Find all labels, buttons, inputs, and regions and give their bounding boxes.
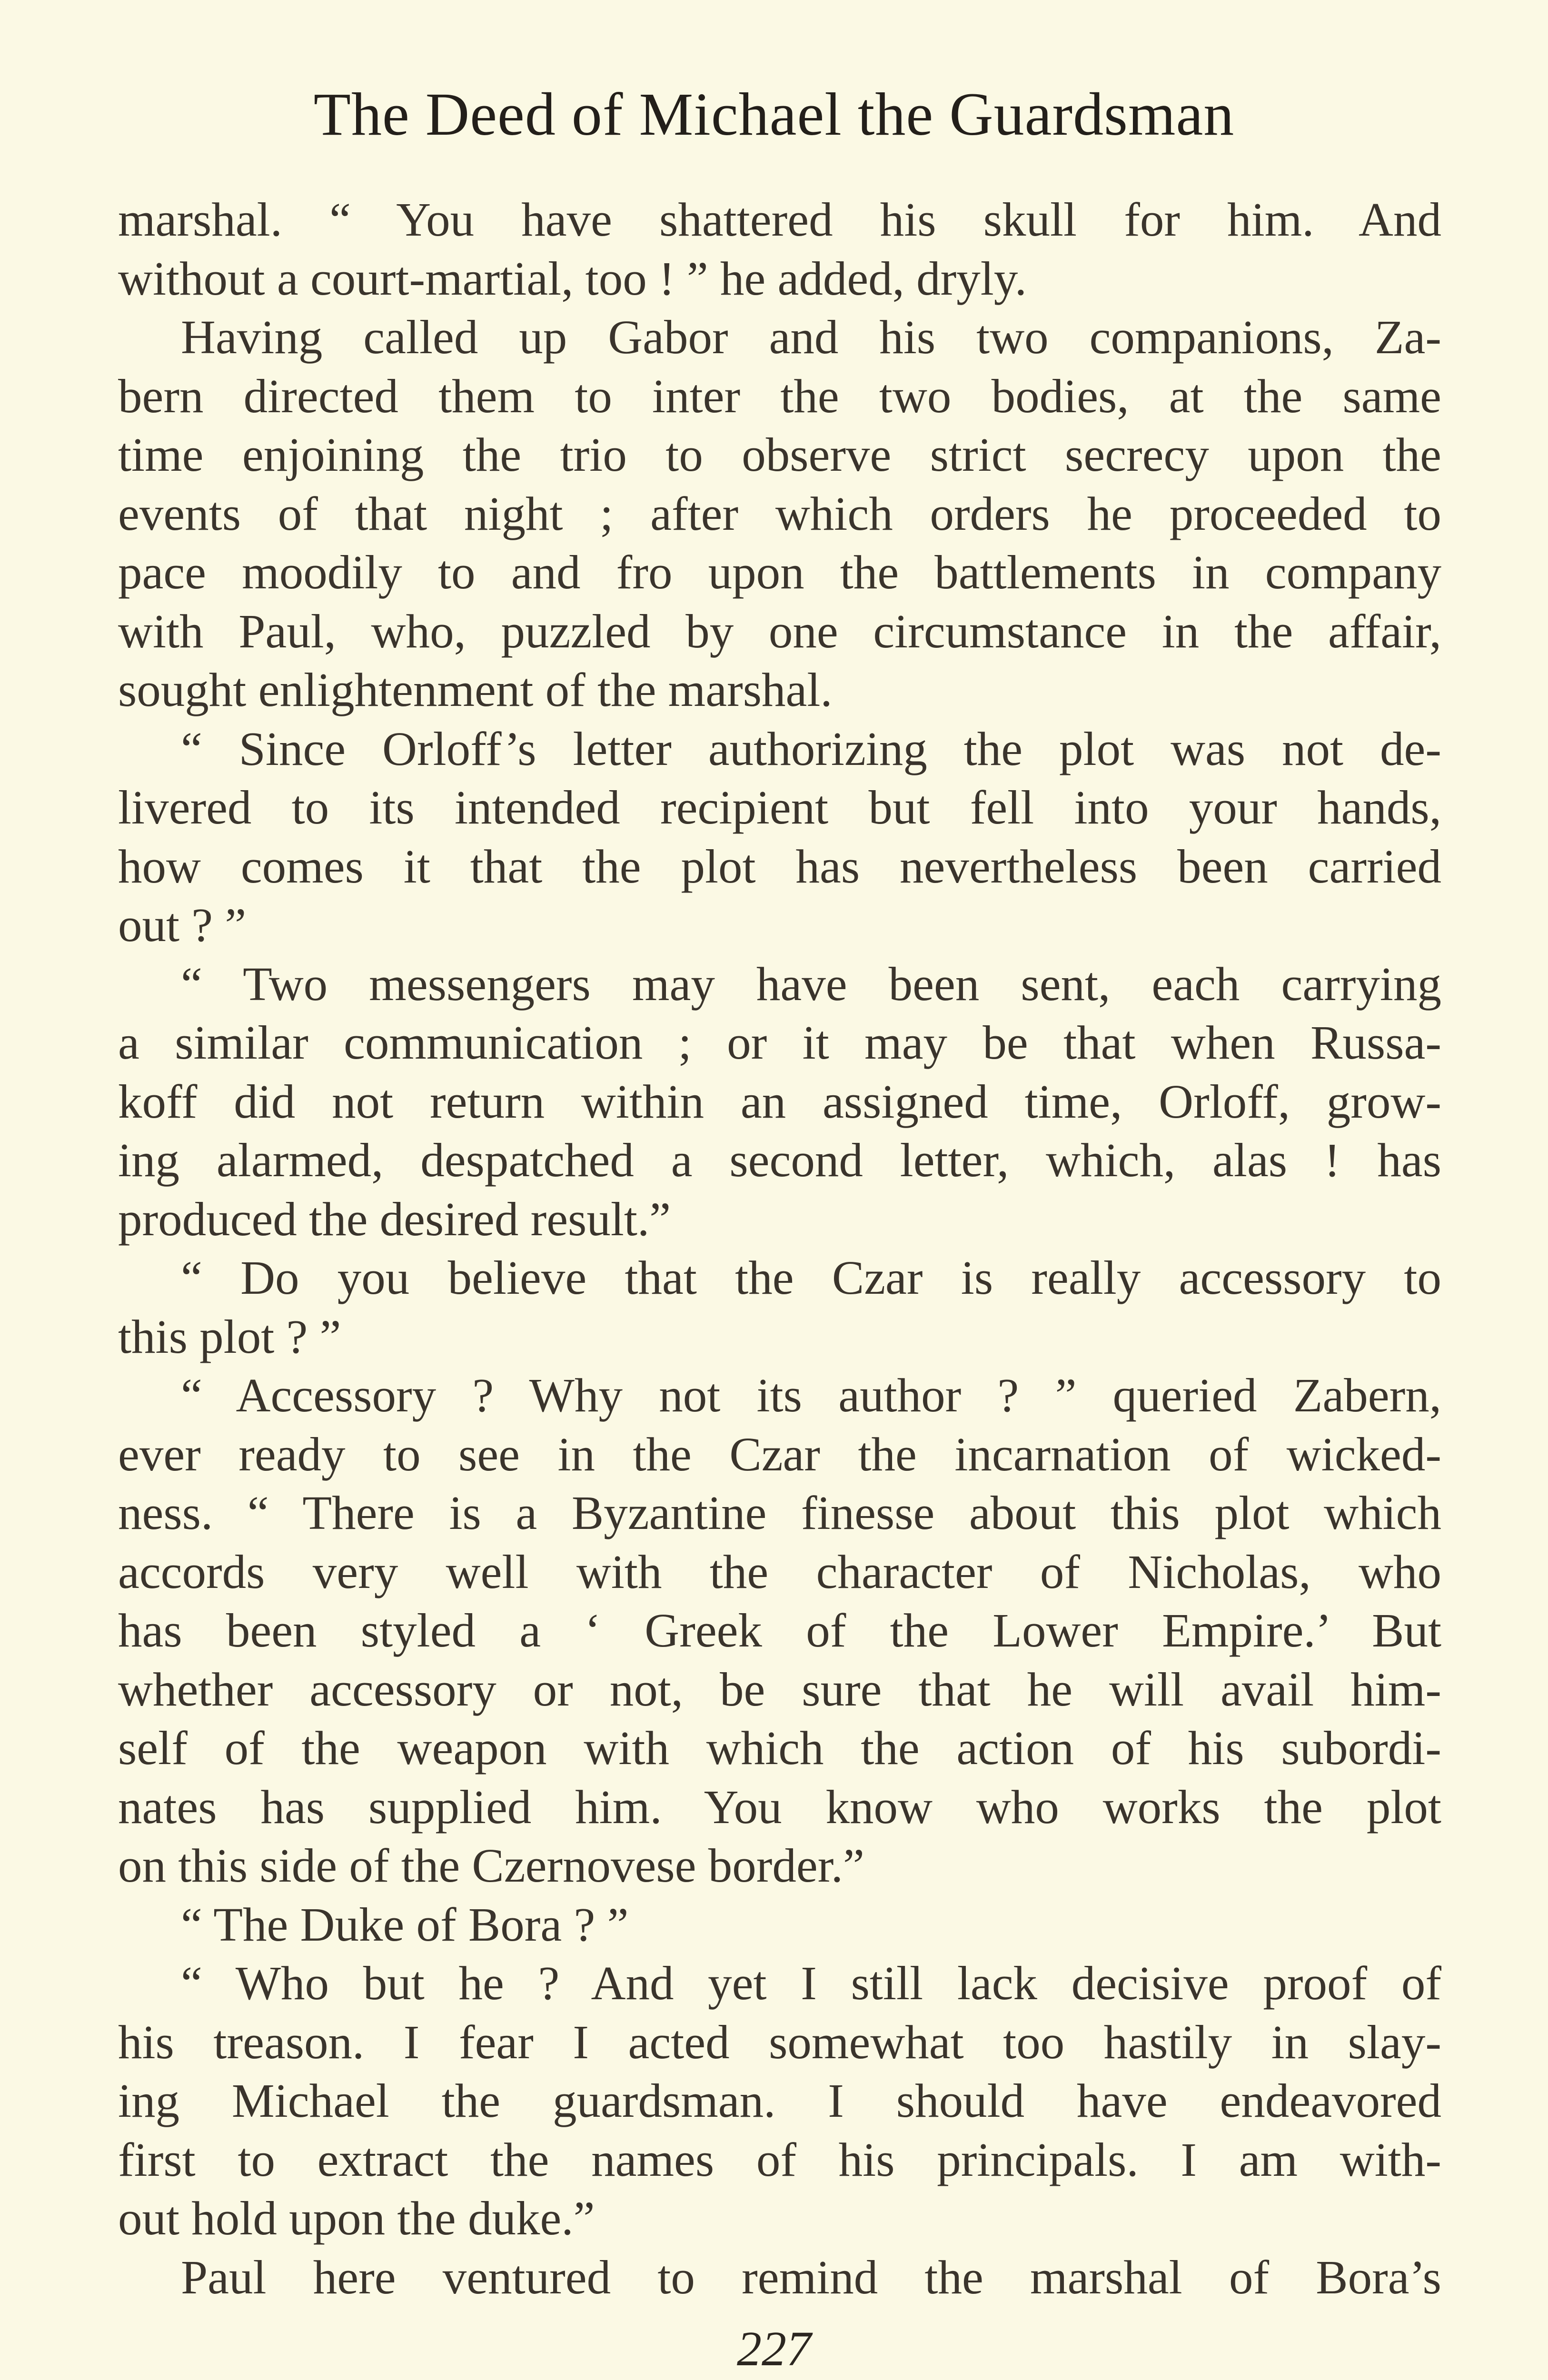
- text-line-7: pace moodily to and fro upon the battlements in company: [118, 545, 1441, 599]
- text-line-22: ever ready to see in the Czar the incarnation of wicked-: [118, 1427, 1441, 1481]
- text-line-6: events of that night ; after which orders he proceeded to: [118, 486, 1441, 540]
- text-line-16: koff did not return within an assigned time, Orloff, grow-: [118, 1074, 1441, 1128]
- text-line-12: how comes it that the plot has nevertheless been carried: [118, 839, 1441, 893]
- text-line-25: has been styled a ‘ Greek of the Lower Empire.’ But: [118, 1604, 1441, 1657]
- text-line-27: self of the weapon with which the action of his subordi-: [118, 1721, 1441, 1775]
- text-line-15: a similar communication ; or it may be that when Russa-: [118, 1016, 1441, 1069]
- text-line-30: “ The Duke of Bora ? ”: [181, 1897, 629, 1951]
- text-line-23: ness. “ There is a Byzantine finesse about this plot which: [118, 1486, 1441, 1539]
- text-line-29: on this side of the Czernovese border.”: [118, 1839, 864, 1892]
- text-line-3: Having called up Gabor and his two companions, Za-: [181, 310, 1441, 364]
- text-line-14: “ Two messengers may have been sent, each carrying: [181, 957, 1441, 1011]
- text-line-18: produced the desired result.”: [118, 1192, 671, 1246]
- text-line-4: bern directed them to inter the two bodies, at the same: [118, 369, 1441, 423]
- text-line-2: without a court-martial, too ! ” he added, dryly.: [118, 251, 1027, 305]
- text-line-20: this plot ? ”: [118, 1309, 341, 1363]
- text-line-36: Paul here ventured to remind the marshal of Bora’s: [181, 2250, 1441, 2304]
- text-line-10: “ Since Orloff’s letter authorizing the plot was not de-: [181, 722, 1441, 775]
- text-line-19: “ Do you believe that the Czar is really accessory to: [181, 1251, 1441, 1304]
- text-line-31: “ Who but he ? And yet I still lack decisive proof of: [181, 1956, 1441, 2010]
- text-line-17: ing alarmed, despatched a second letter, which, alas ! has: [118, 1133, 1441, 1187]
- text-line-26: whether accessory or not, be sure that he will avail him-: [118, 1662, 1441, 1716]
- text-line-13: out ? ”: [118, 898, 247, 952]
- text-line-32: his treason. I fear I acted somewhat too hastily in slay-: [118, 2015, 1441, 2069]
- text-line-33: ing Michael the guardsman. I should have endeavored: [118, 2074, 1441, 2127]
- text-line-24: accords very well with the character of Nicholas, who: [118, 1545, 1441, 1598]
- text-line-1: marshal. “ You have shattered his skull for him. And: [118, 193, 1441, 246]
- text-line-28: nates has supplied him. You know who works the plot: [118, 1780, 1441, 1834]
- page-number: 227: [737, 2321, 811, 2376]
- text-line-8: with Paul, who, puzzled by one circumstance in the affair,: [118, 604, 1441, 658]
- running-header: The Deed of Michael the Guardsman: [313, 80, 1235, 148]
- text-line-35: out hold upon the duke.”: [118, 2192, 595, 2245]
- text-line-5: time enjoining the trio to observe strict secrecy upon the: [118, 428, 1441, 481]
- text-line-21: “ Accessory ? Why not its author ? ” queried Zabern,: [181, 1368, 1441, 1422]
- text-line-34: first to extract the names of his principals. I am with-: [118, 2132, 1441, 2186]
- page-body-text: [118, 190, 1441, 2307]
- text-line-11: livered to its intended recipient but fell into your hands,: [118, 781, 1441, 834]
- text-line-9: sought enlightenment of the marshal.: [118, 663, 833, 716]
